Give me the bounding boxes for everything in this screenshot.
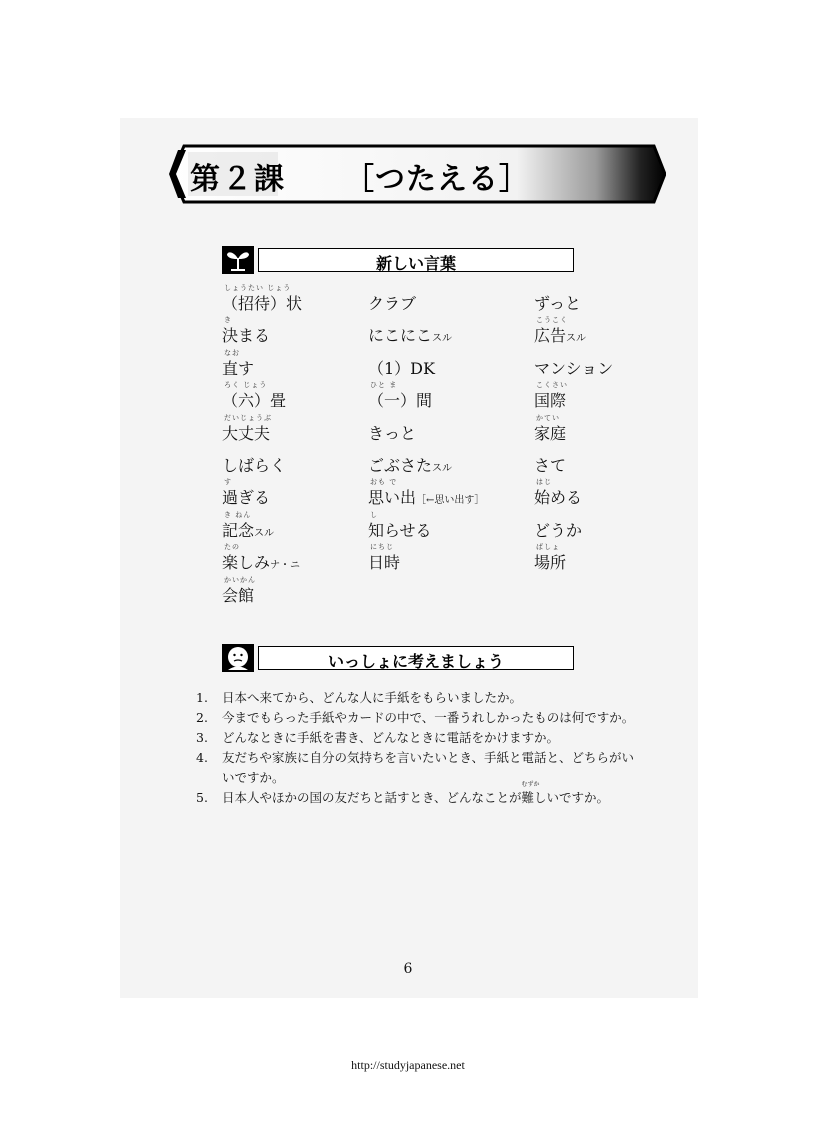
vocabulary-item — [368, 541, 534, 573]
vocabulary-word: にこにこ — [368, 326, 433, 346]
vocabulary-suffix: ナ・ニ — [270, 560, 301, 572]
question-number: 1. — [196, 690, 208, 705]
vocabulary-item — [222, 282, 368, 314]
vocabulary-word: ずっと — [534, 294, 582, 313]
vocabulary-word: 日時 — [368, 553, 401, 573]
vocabulary-word: しばらく — [222, 455, 287, 475]
discussion-questions — [196, 688, 636, 808]
vocabulary-item — [534, 314, 622, 346]
vocabulary-list — [222, 282, 622, 606]
vocabulary-word: （招待）状 — [222, 294, 303, 313]
furigana: にちじ — [370, 543, 394, 552]
vocabulary-item — [368, 412, 534, 444]
vocabulary-item — [368, 282, 534, 314]
furigana: こくさい — [536, 381, 568, 390]
vocabulary-word: マンション — [534, 358, 614, 378]
vocabulary-word: 直す — [222, 358, 255, 378]
vocabulary-suffix: スル — [432, 462, 453, 474]
question-item — [196, 781, 636, 808]
vocabulary-suffix: スル — [566, 333, 587, 345]
vocabulary-word: どうか — [534, 520, 583, 540]
vocabulary-word: 知らせる — [368, 520, 432, 540]
furigana: だいじょうぶ — [224, 413, 272, 422]
vocabulary-item — [222, 574, 368, 606]
furigana: き ねん — [224, 510, 252, 519]
vocabulary-item — [534, 282, 622, 314]
vocabulary-item — [222, 412, 368, 444]
vocabulary-word: さて — [534, 455, 567, 475]
furigana: す — [224, 478, 232, 487]
question-number: 4. — [196, 750, 208, 765]
vocabulary-word: 決まる — [222, 326, 271, 346]
vocabulary-item — [222, 314, 368, 346]
vocabulary-item — [368, 379, 534, 411]
lesson-topic: ［つたえる］ — [344, 162, 530, 197]
vocabulary-item — [222, 541, 368, 573]
furigana: こうこく — [536, 316, 568, 325]
vocabulary-item — [368, 509, 534, 541]
furigana: し — [370, 510, 378, 519]
vocabulary-word: クラブ — [368, 294, 417, 313]
lesson-number: 第２課 — [190, 162, 286, 197]
furigana: き — [224, 316, 232, 325]
furigana: かいかん — [224, 575, 256, 584]
vocabulary-word: 会館 — [222, 585, 255, 605]
vocabulary-item — [222, 509, 368, 541]
lesson-title-banner — [168, 142, 666, 206]
ruby-word — [521, 781, 540, 805]
vocabulary-title-box — [258, 248, 574, 272]
vocabulary-word: 思い出 — [368, 488, 417, 508]
question-text: どんなときに手紙を書き、どんなときに電話をかけますか。 — [222, 730, 560, 745]
footer-url[interactable]: http://studyjapanese.net — [351, 1058, 465, 1072]
vocabulary-item — [368, 314, 534, 346]
thinking-face-icon — [222, 644, 254, 672]
vocabulary-item — [534, 541, 622, 573]
furigana: ひと ま — [370, 381, 398, 390]
furigana: はじ — [536, 478, 552, 487]
question-number: 5. — [196, 790, 208, 805]
vocabulary-item — [534, 444, 622, 476]
vocabulary-title: 新しい言葉 — [375, 254, 456, 273]
vocabulary-item — [534, 476, 622, 508]
vocabulary-item — [368, 444, 534, 476]
vocabulary-item — [368, 476, 534, 508]
question-item — [196, 728, 636, 748]
vocabulary-item — [534, 412, 622, 444]
vocabulary-word: 大丈夫 — [222, 423, 271, 443]
vocabulary-item — [222, 444, 368, 476]
question-text: 今までもらった手紙やカードの中で、一番うれしかったものは何ですか。 — [222, 710, 635, 725]
vocabulary-word: 楽しみ — [222, 553, 271, 573]
furigana: ろく じょう — [224, 381, 268, 390]
question-number: 3. — [196, 730, 208, 745]
discussion-title: いっしょに考えましょう — [327, 652, 504, 671]
vocabulary-item — [368, 347, 534, 379]
sprout-icon — [222, 246, 254, 274]
ruby-reading: むずか — [521, 781, 540, 788]
furigana: ばしょ — [536, 543, 560, 552]
vocabulary-item — [534, 347, 622, 379]
page-number: 6 — [403, 961, 413, 977]
vocabulary-item — [222, 379, 368, 411]
question-item — [196, 708, 636, 728]
discussion-title-box — [258, 646, 574, 670]
question-text: 日本へ来てから、どんな人に手紙をもらいましたか。 — [222, 690, 523, 705]
vocabulary-suffix: スル — [254, 527, 275, 539]
question-item — [196, 688, 636, 708]
vocabulary-word: 過ぎる — [222, 488, 271, 508]
furigana: かてい — [536, 413, 560, 422]
furigana: なお — [224, 348, 240, 357]
question-text-after: しいですか。 — [534, 790, 610, 805]
vocabulary-item — [222, 476, 368, 508]
vocabulary-item — [534, 379, 622, 411]
vocabulary-section-header — [222, 246, 574, 274]
vocabulary-word: 始める — [534, 488, 583, 508]
vocabulary-word: （1）DK — [368, 358, 435, 378]
vocabulary-word: 広告 — [534, 326, 567, 346]
vocabulary-suffix: ［←思い出す］ — [416, 495, 485, 507]
furigana: たの — [224, 543, 240, 552]
furigana: しょうたい じょう — [224, 284, 292, 292]
vocabulary-suffix: スル — [432, 333, 453, 345]
vocabulary-item — [222, 347, 368, 379]
question-text-before: 日本人やほかの国の友だちと話すとき、どんなことが — [222, 790, 522, 805]
vocabulary-word: （六）畳 — [222, 391, 287, 411]
vocabulary-word: きっと — [368, 423, 417, 443]
vocabulary-word: 場所 — [534, 553, 567, 573]
question-item — [196, 748, 636, 788]
ruby-base: 難 — [521, 790, 535, 805]
question-number: 2. — [196, 710, 208, 725]
vocabulary-word: 国際 — [534, 391, 567, 411]
vocabulary-word: 家庭 — [534, 423, 567, 443]
vocabulary-word: ごぶさた — [368, 455, 433, 475]
vocabulary-word: （一）間 — [368, 391, 433, 411]
question-text: 友だちや家族に自分の気持ちを言いたいとき、手紙と電話と、どちらがいいですか。 — [222, 750, 635, 785]
vocabulary-item — [534, 509, 622, 541]
vocabulary-word: 記念 — [222, 520, 255, 540]
furigana: おも で — [370, 478, 398, 487]
discussion-section-header — [222, 644, 574, 672]
